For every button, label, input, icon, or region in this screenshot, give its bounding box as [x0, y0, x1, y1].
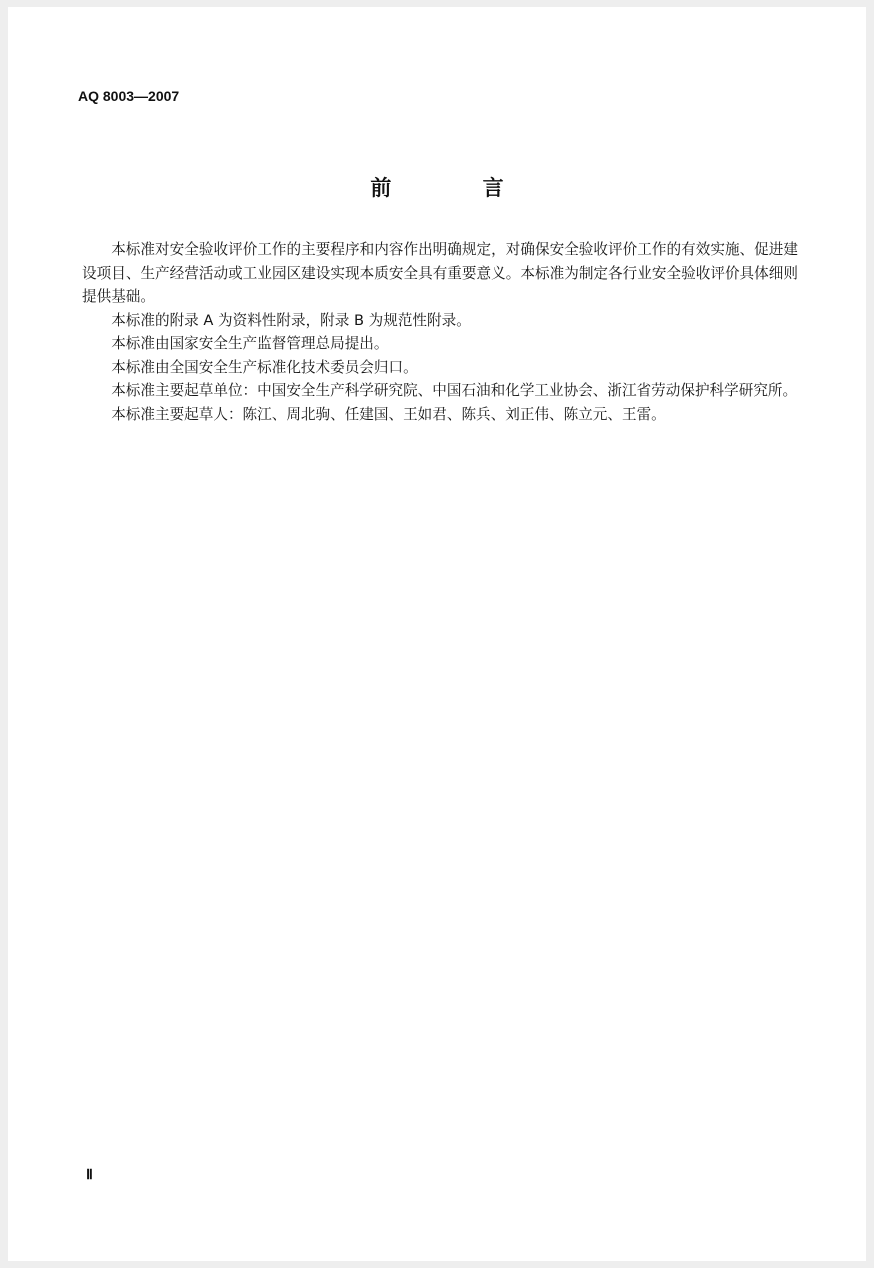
standard-code: AQ 8003—2007 — [78, 88, 180, 104]
paragraph-appendix: 本标准的附录 A 为资料性附录，附录 B 为规范性附录。 — [111, 311, 471, 329]
page-number: Ⅱ — [86, 1168, 93, 1183]
page-title: 前 言 — [370, 176, 546, 200]
paragraph-drafting-units: 本标准主要起草单位：中国安全生产科学研究院、中国石油和化学工业协会、浙江省劳动保护科学研究所。 — [111, 382, 798, 399]
body-text — [82, 238, 798, 426]
paragraph-drafters: 本标准主要起草人：陈江、周北驹、任建国、王如君、陈兵、刘正伟、陈立元、王雷。 — [111, 405, 666, 423]
paragraph-committee: 本标准由全国安全生产标准化技术委员会归口。 — [111, 358, 418, 376]
paragraph-significance: 本标准对安全验收评价工作的主要程序和内容作出明确规定，对确保安全验收评价工作的有效实施、促进建设项目、生产经营活动或工业园区建设实现本质安全具有重要意义。本标准为制定各行业安全验收评价具体细则提供基础。 — [82, 241, 798, 305]
paragraph-proposer: 本标准由国家安全生产监督管理总局提出。 — [111, 335, 389, 352]
